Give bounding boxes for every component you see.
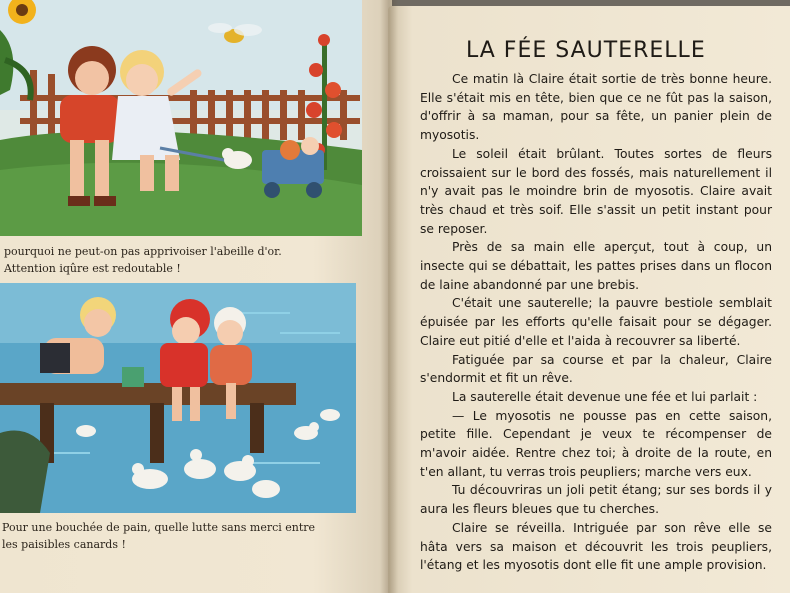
paragraph: C'était une sauterelle; la pauvre bestiole semblait épuisée par les efforts qu'elle faisait pour se dégager. Claire eut pitié d'elle et l'aida à recouvrer sa liberté. — [420, 296, 772, 348]
bottom-caption — [2, 519, 330, 553]
paragraph: Tu découvriras un joli petit étang; sur ses bords il y aura les fleurs bleues que tu cherches. — [420, 483, 772, 517]
top-caption — [4, 243, 336, 277]
paragraph: Près de sa main elle aperçut, tout à coup, un insecte qui se débattait, les pattes prises dans un flocon de laine abandonné par une brebis. — [420, 240, 772, 292]
jetty-illustration — [0, 283, 356, 513]
paragraph: Ce matin là Claire était sortie de très bonne heure. Elle s'était mis en tête, bien que ce ne fût pas la saison, d'offrir à sa maman, pour sa fête, un panier plein de myosotis. — [420, 72, 772, 143]
story-title: LA FÉE SAUTERELLE — [466, 38, 706, 63]
paragraph: Le soleil était brûlant. Toutes sortes de fleurs croissaient sur le bord des fossés, mais naturellement il n'y avait pas le moindre brin de myosotis. Claire avait très chaud et très soif. Elle s'assit un petit instant pour se reposer. — [420, 146, 772, 236]
paragraph: Claire se réveilla. Intriguée par son rêve elle se hâta vers sa maison et découvrit les trois peupliers, l'étang et les myosotis dont elle fit une ample provision. — [420, 520, 772, 573]
left-page — [0, 0, 392, 593]
paragraph: La sauterelle était devenue une fée et lui parlait : — [452, 389, 758, 404]
paragraph: — Le myosotis ne pousse pas en cette saison, petite fille. Cependant je veux te récompenser de m'avoir aidée. Rentre chez toi; à droite de la route, en t'en allant, tu verras trois peupliers; marche vers eux. — [420, 408, 772, 479]
garden-illustration — [0, 0, 362, 236]
paragraph: Fatiguée par sa course et par la chaleur, Claire s'endormit et fit un rêve. — [420, 352, 772, 386]
story-body — [420, 70, 772, 575]
bottom-caption-text: Pour une bouchée de pain, quelle lutte sans merci entre les paisibles canards ! — [2, 521, 316, 551]
book-gutter — [380, 0, 398, 593]
top-caption-text: pourquoi ne peut-on pas apprivoiser l'abeille d'or. Attention iqûre est redoutable ! — [4, 245, 282, 275]
